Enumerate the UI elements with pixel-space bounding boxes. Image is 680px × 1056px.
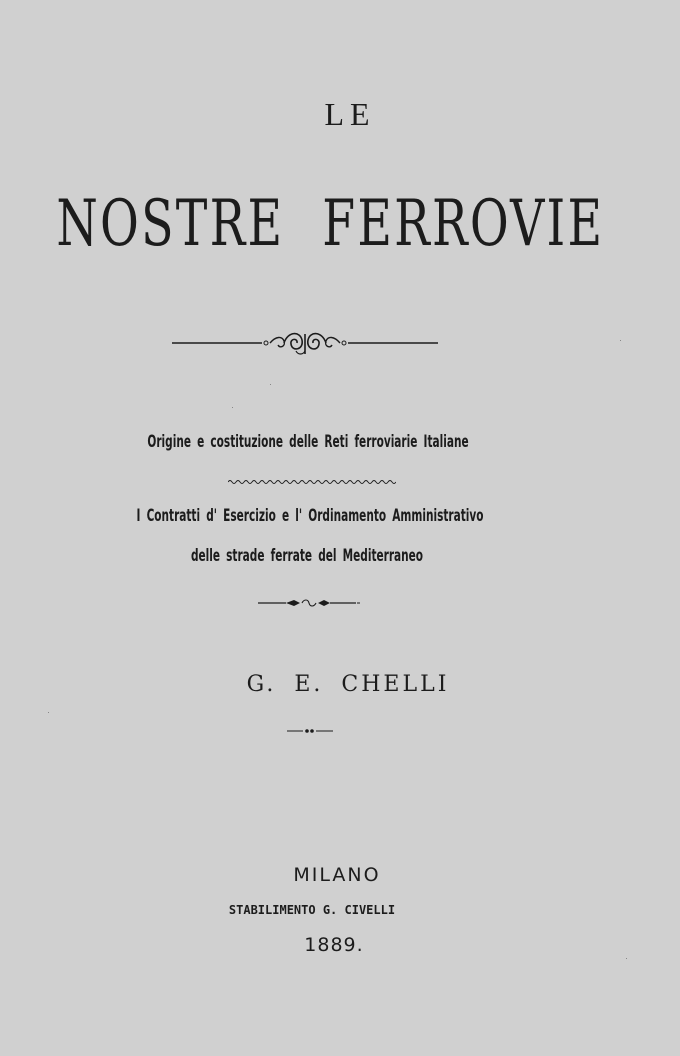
subtitle-line-1: Origine e costituzione delle Reti ferroviarie Italiane bbox=[147, 432, 469, 452]
scroll-flourish-icon bbox=[170, 326, 440, 360]
title-article: LE bbox=[324, 96, 376, 132]
wavy-rule-icon bbox=[228, 478, 396, 486]
imprint-year: 1889. bbox=[304, 934, 364, 956]
paper-speck bbox=[48, 712, 49, 713]
paper-speck bbox=[232, 407, 233, 408]
imprint-city: MILANO bbox=[293, 864, 381, 886]
imprint-printer: STABILIMENTO G. CIVELLI bbox=[228, 903, 396, 917]
paper-speck bbox=[626, 958, 627, 959]
author-name: G. E. CHELLI bbox=[246, 672, 450, 697]
page-title: NOSTRE FERROVIE bbox=[56, 187, 605, 261]
small-flourish-icon bbox=[256, 596, 362, 610]
subtitle-line-2: I Contratti d' Esercizio e l' Ordinamento Amministrativo bbox=[136, 506, 484, 526]
subtitle-line-3: delle strade ferrate del Mediterraneo bbox=[190, 546, 424, 566]
paper-speck bbox=[620, 340, 621, 341]
paper-speck bbox=[270, 384, 271, 385]
short-dash-rule-icon bbox=[287, 727, 333, 735]
